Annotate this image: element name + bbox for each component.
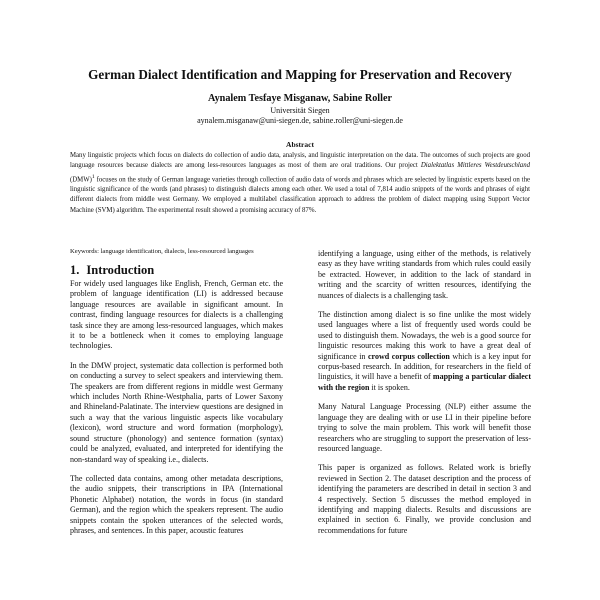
paper-authors: Aynalem Tesfaye Misganaw, Sabine Roller — [207, 93, 393, 104]
section-heading-introduction — [70, 263, 154, 277]
section-number: 1. — [70, 263, 80, 277]
paragraph: The collected data contains, among other metadata descriptions, the audio snippets, their transcriptions in IPA (International Phonetic Alphabet) notation, the words in focus (in standard German), and the region which the speakers represent. The audio snippets contain the spoken utterances of the selected words, phrases, and sentences. In this paper, acoustic features — [70, 473, 283, 535]
paragraph: This paper is organized as follows. Related work is briefly reviewed in Section 2. The dataset description and the process of identifying the parameters are described in detail in section 3 and 4 respectively. Section 5 discusses the method employed in identifying and mapping dialects. Results and discussions are explained in section 6. Finally, we provide conclusion and recommendations for future — [318, 463, 531, 535]
text-run: which is a key input for corpus-based research. In addition, for researchers in the field of linguistics, it will have a benefit of — [318, 351, 531, 382]
left-column — [70, 279, 283, 545]
paper-affiliation: Universität Siegen — [270, 106, 330, 115]
paper-emails: aynalem.misganaw@uni-siegen.de, sabine.roller@uni-siegen.de — [197, 116, 403, 125]
abstract-heading: Abstract — [286, 140, 314, 149]
text-run: it is spoken. — [369, 382, 410, 392]
abstract-part-2: (DMW) — [70, 175, 92, 183]
abstract-part-1: Many linguistic projects which focus on dialects do collection of audio data, analysis, and linguistic interpretation on the data. The outcomes of such projects are good language resources because dialects are among less-resources languages as most of them are oral traditions. Our project — [70, 152, 530, 170]
abstract-footnote-mark: 1 — [91, 173, 95, 180]
paragraph: Many Natural Language Processing (NLP) either assume the language they are dealing with or use LI in their pipeline before trying to solve the main problem. This work will benefit those researchers who are struggling to support the preservation of less-resourced language. — [318, 402, 531, 453]
bold-phrase: crowd corpus collection — [368, 351, 450, 361]
right-column — [318, 249, 531, 545]
paragraph — [318, 310, 531, 393]
abstract-text — [70, 151, 530, 216]
abstract-part-3: focuses on the study of German language varieties through collection of audio data of words and phrases which are selected by linguistic experts based on the linguistic significance of the words (and phrases) to distinguish dialects among each other. We used a total of 7,814 audio snippets of the words and phrases of eight different dialects from middle west Germany. We employed a multilabel classification approach to address the problem of dialect mapping using Support Vector Machine (SVM) algorithm. The experimental result showed a promising accuracy of 87%. — [70, 175, 530, 214]
text-run: The distinction among dialect is so fine unlike the most widely used languages where a list of frequently used words could be used to distinguish them. Nowadays, the web is a good source for linguistic resources making this work to have a great deal of significance in — [318, 310, 531, 361]
paragraph: identifying a language, using either of the methods, is relatively easy as they have writing standards from which rules could easily be extracted. However, in addition to the lack of standard in writing and the scarcity of written resources, identifying the nuances of dialects is a challenging task. — [318, 249, 531, 300]
paragraph: For widely used languages like English, French, German etc. the problem of language identification (LI) is addressed because language resources are available in significant amount. In contrast, finding language resources for dialects is a challenging task since they are among less-resourced languages, which makes it to be a bottleneck when it comes to employing language technologies. — [70, 279, 283, 351]
keywords: Keywords: language identification, dialects, less-resourced languages — [70, 248, 254, 255]
section-title: Introduction — [86, 263, 155, 277]
bold-phrase: mapping a particular dialect with the region — [318, 372, 531, 392]
paper-title: German Dialect Identification and Mapping for Preservation and Recovery — [88, 67, 512, 82]
paragraph: In the DMW project, systematic data collection is performed both on conducting a survey to select speakers and interviewing them. The speakers are from different regions in middle west Germany which includes North Rhine-Westphalia, parts of Lower Saxony and Rhineland-Palatinate. The interview questions are designed in such a way that the various linguistic aspects like vocabulary (lexicon), word structure and word formation (morphology), sound structure (phonology) and sentence formation (syntax) could be analyzed, evaluated, and interpreted for identifying the non-standard way of speaking i.e., dialects. — [70, 360, 283, 464]
abstract-project-name: Dialektatlas Mittleres Westdeutschland — [420, 162, 530, 170]
